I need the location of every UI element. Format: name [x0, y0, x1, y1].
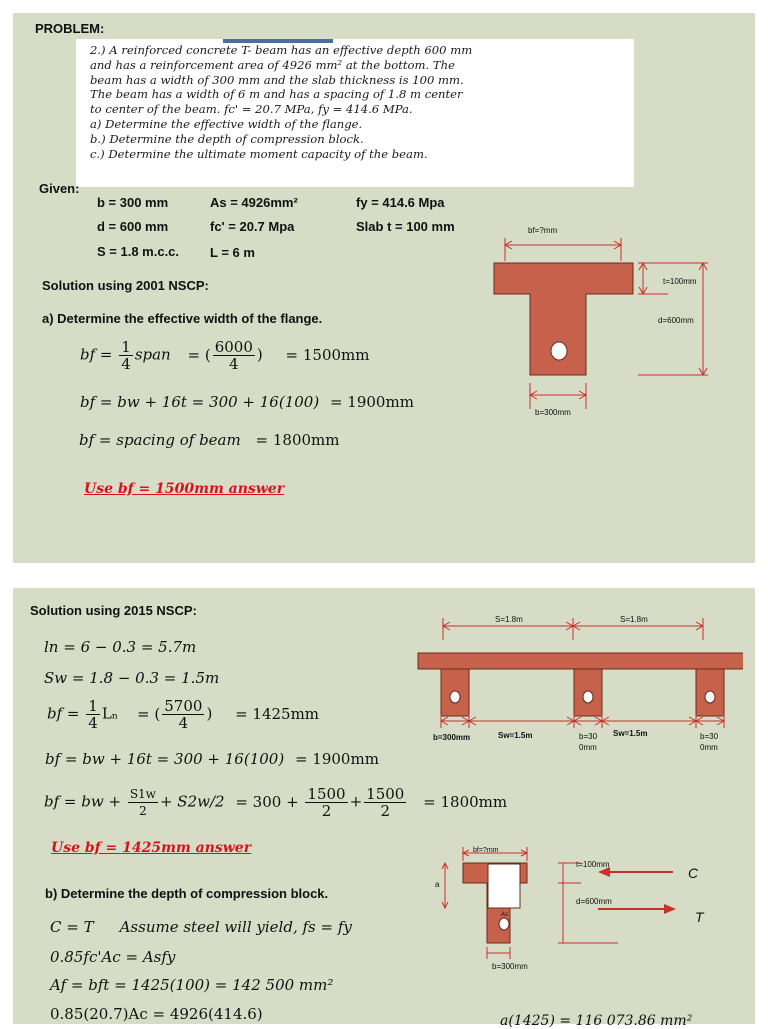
answer-2015: Use bf = 1425mm answer [51, 840, 252, 856]
problem-line: a) Determine the effective width of the flange. [90, 116, 363, 131]
b-label-2: b=300mm [492, 962, 528, 971]
equation-sw: Sw = 1.8 − 0.3 = 1.5m [44, 669, 220, 687]
problem-line: and has a reinforcement area of 4926 mm² at the bottom. The [90, 57, 455, 72]
image-header-bar [223, 39, 333, 43]
given-label: Given: [39, 181, 80, 196]
equation-ac: 0.85(20.7)Ac = 4926(414.6) [50, 1005, 263, 1023]
problem-line: b.) Determine the depth of compression block. [90, 131, 364, 146]
equation-bf-sw: bf = bw + $\frac{S1w}{2}$ + S2w/2 = 300 + $\frac{1500}{2}$ + $\frac{1500}{2}$ = 1800mm [44, 785, 508, 820]
problem-line: c.) Determine the ultimate moment capacity of the beam. [90, 146, 428, 161]
spacing-label-2: S=1.8m [620, 615, 648, 624]
t-label-2: t=100mm [576, 860, 610, 869]
solution-2015-slide [13, 588, 755, 1029]
equation-bf-spacing: bf = spacing of beam = 1800mm [79, 431, 340, 449]
solution-2001-heading: Solution using 2001 NSCP: [42, 278, 209, 293]
beam-width-label-1: b=300mm [433, 733, 471, 742]
equation-bf-ln: bf = $\frac{1}{4}$ Lₙ = ( $\frac{5700}{4}$ ) = 1425mm [47, 697, 320, 732]
problem-line: The beam has a width of 6 m and has a spacing of 1.8 m center [90, 87, 463, 102]
solution-2015-heading: Solution using 2015 NSCP: [30, 603, 197, 618]
equation-bf-span: bf = $\frac{1}{4}$ span = ( $\frac{6000}{4}$ ) = 1500mm [80, 338, 370, 373]
compression-block-diagram [418, 843, 718, 993]
beam-width-label-2a: b=30 [579, 732, 598, 741]
t-label: t=100mm [663, 277, 697, 286]
equation-cut-off: a(1425) = 116 073.86 mm² [500, 1013, 693, 1029]
part-b-heading: b) Determine the depth of compression block. [45, 886, 329, 901]
d-label: d=600mm [658, 316, 694, 325]
equation-bf-16t-2015: bf = bw + 16t = 300 + 16(100) = 1900mm [45, 750, 379, 768]
sw-label-2: Sw=1.5m [613, 729, 648, 738]
given-b: b = 300 mm [97, 195, 169, 210]
equation-ln: ln = 6 − 0.3 = 5.7m [44, 638, 197, 656]
problem-statement-image [76, 39, 634, 187]
equation-force-balance: 0.85fc'Ac = Asfy [50, 948, 176, 966]
bf-label-2: bf=?mm [473, 847, 499, 854]
given-fy: fy = 414.6 Mpa [356, 195, 445, 210]
given-slab: Slab t = 100 mm [356, 219, 455, 234]
beam-width-label-3a: b=30 [700, 732, 719, 741]
sw-label-1: Sw=1.5m [498, 731, 533, 740]
compression-force-label: C [688, 865, 699, 881]
beam-width-label-3b: 0mm [700, 743, 718, 752]
tension-force-label: T [695, 909, 704, 925]
given-l: L = 6 m [210, 245, 255, 260]
equation-af: Af = bft = 1425(100) = 142 500 mm² [50, 976, 334, 994]
as-label: As [501, 912, 509, 918]
problem-slide [13, 13, 755, 563]
equation-c-t: C = T Assume steel will yield, fs = fy [50, 918, 352, 936]
problem-line: 2.) A reinforced concrete T- beam has an effective depth 600 mm [90, 43, 473, 57]
given-fc: fc' = 20.7 Mpa [210, 219, 295, 234]
d-label-2: d=600mm [576, 897, 612, 906]
spacing-label-1: S=1.8m [495, 615, 523, 624]
part-a-heading: a) Determine the effective width of the flange. [42, 311, 323, 326]
problem-line: beam has a width of 300 mm and the slab thickness is 100 mm. [90, 72, 464, 87]
a-label: a [435, 880, 440, 889]
equation-bf-16t: bf = bw + 16t = 300 + 16(100) = 1900mm [80, 393, 414, 411]
beam-width-label-2b: 0mm [579, 743, 597, 752]
answer-2001: Use bf = 1500mm answer [84, 481, 285, 497]
problem-line: to center of the beam. fc' = 20.7 MPa, fy = 414.6 MPa. [90, 102, 413, 117]
multi-beam-diagram [398, 608, 743, 773]
given-as: As = 4926mm² [210, 195, 298, 210]
b-label: b=300mm [535, 408, 571, 417]
given-d: d = 600 mm [97, 219, 169, 234]
given-s: S = 1.8 m.c.c. [97, 244, 180, 259]
bf-label: bf=?mm [528, 226, 558, 235]
problem-heading: PROBLEM: [35, 21, 105, 36]
t-beam-diagram [483, 223, 723, 423]
